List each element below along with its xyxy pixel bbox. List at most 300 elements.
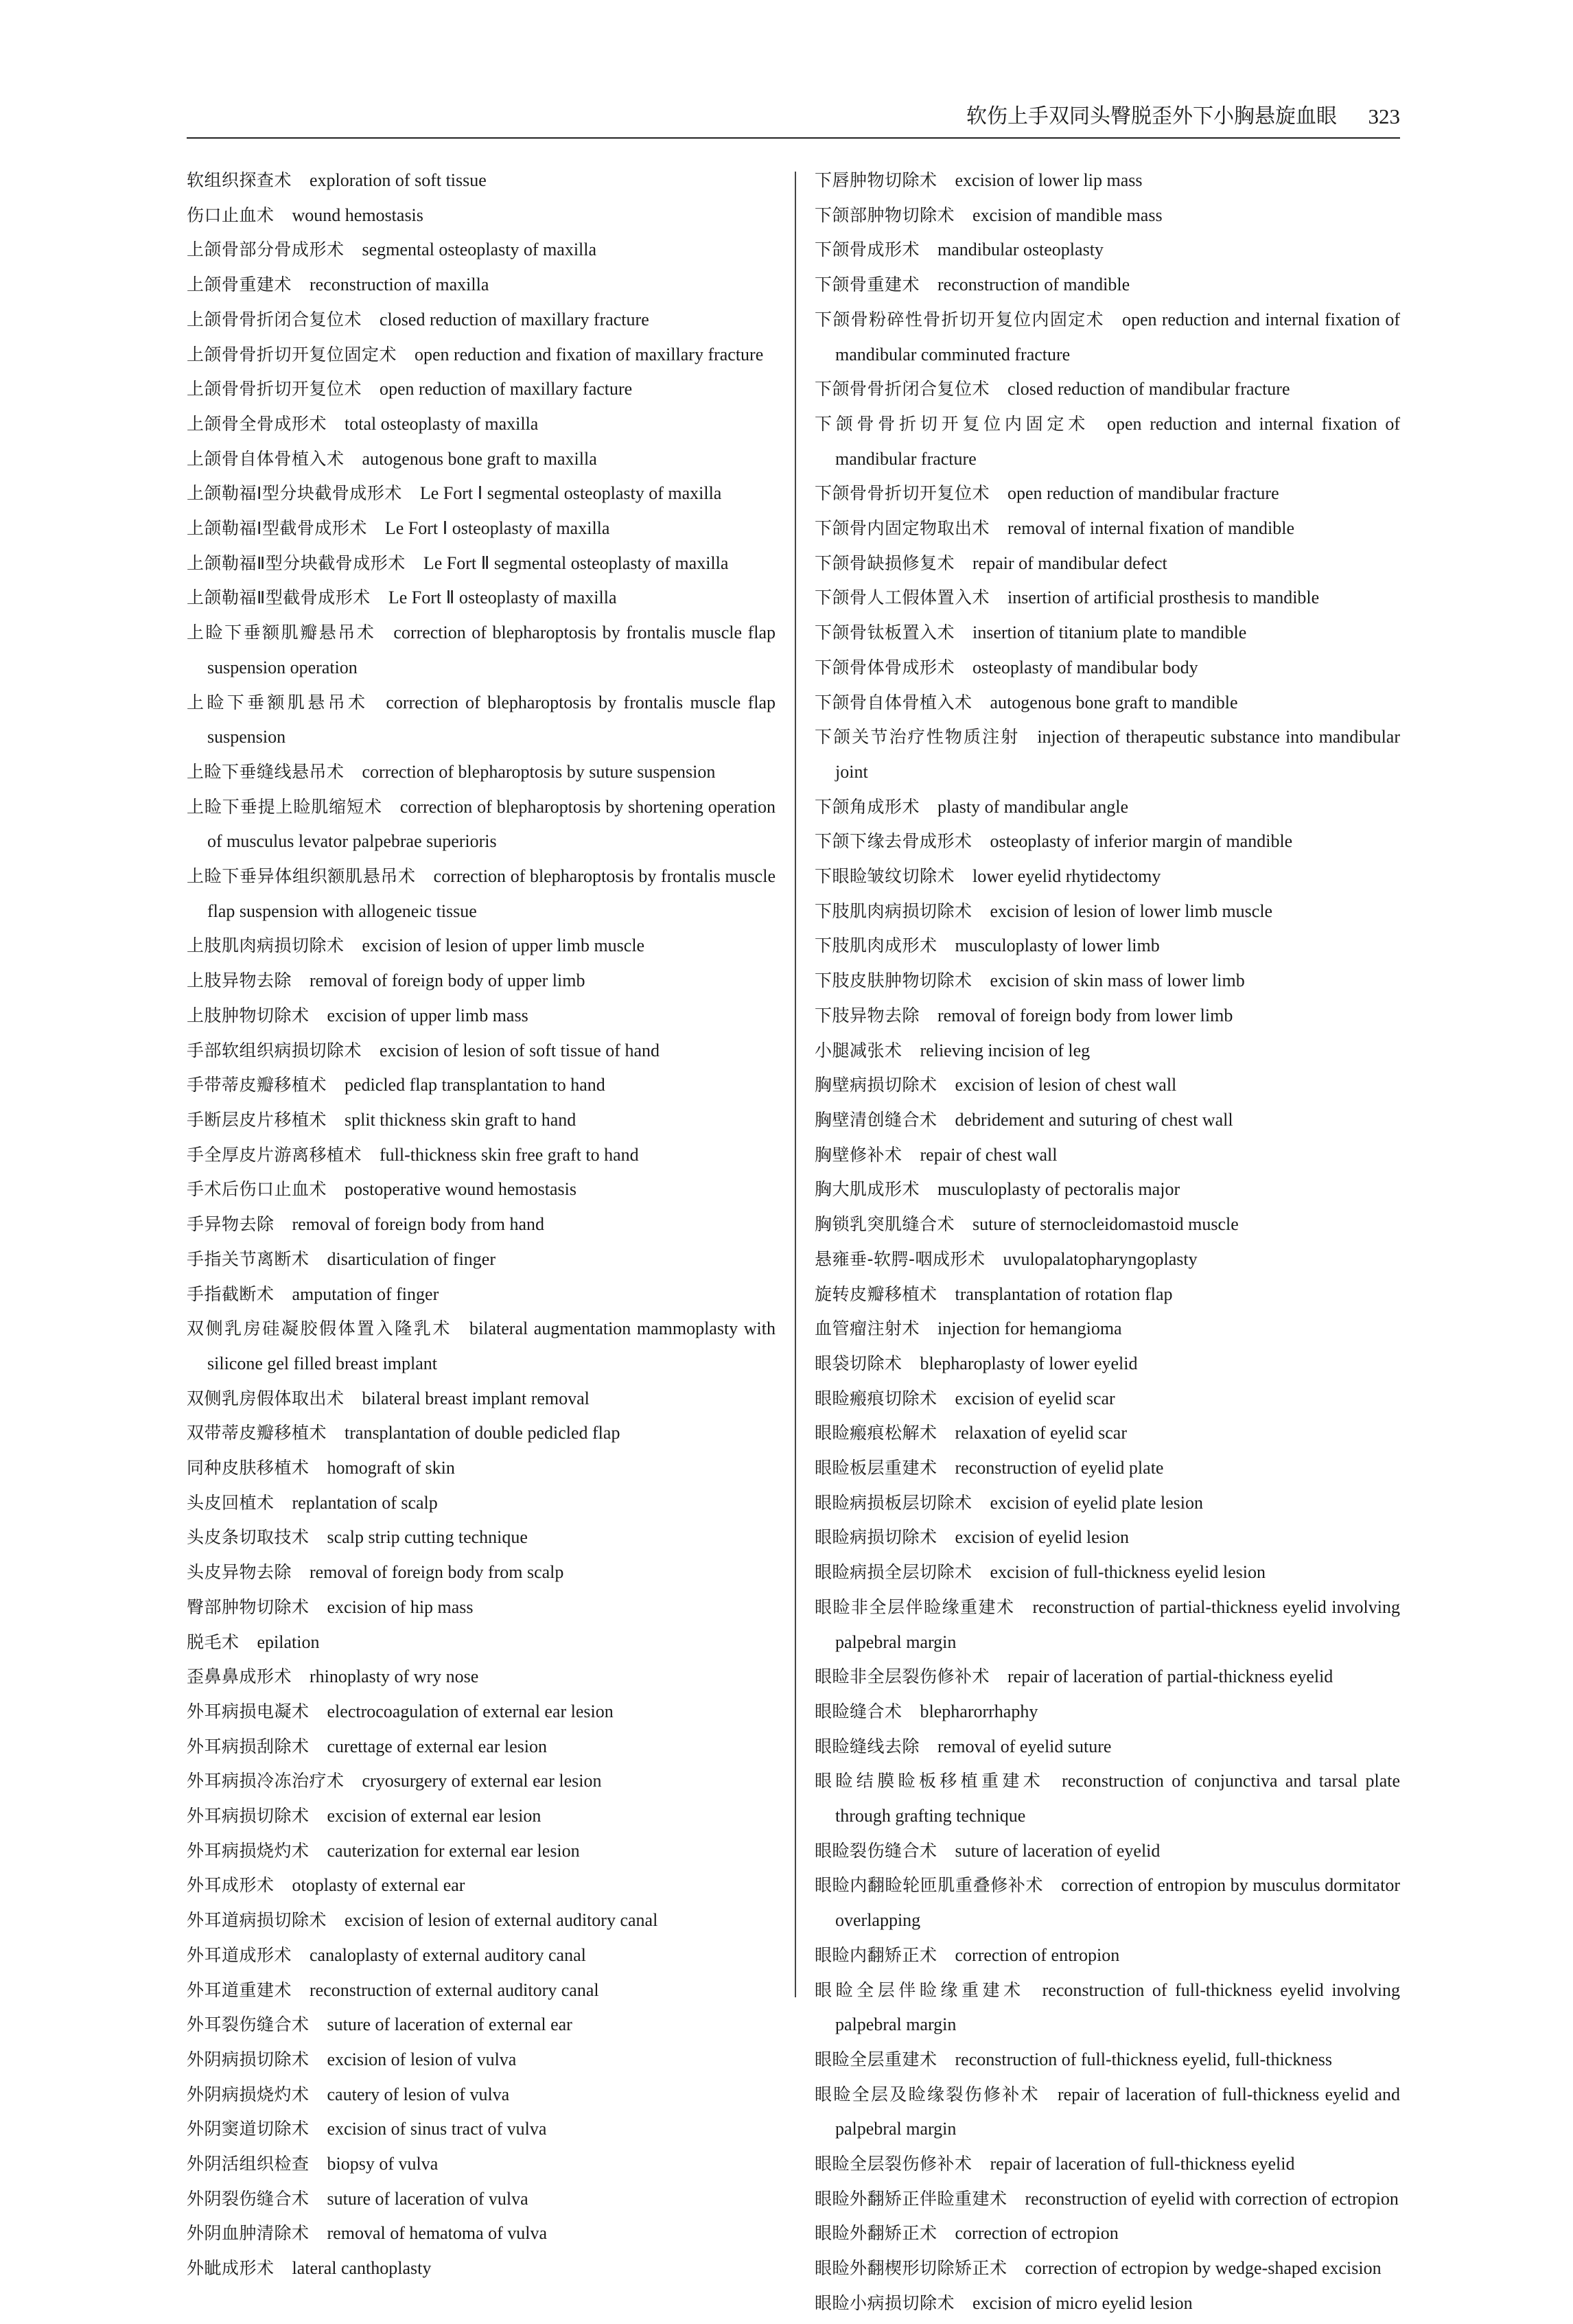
term-chinese: 外阴窦道切除术: [187, 2119, 310, 2139]
term-english: postoperative wound hemostasis: [345, 1179, 576, 1200]
term-chinese: 外耳裂伤缝合术: [187, 2014, 310, 2035]
glossary-entry: [187, 235, 776, 270]
term-chinese: 歪鼻鼻成形术: [187, 1666, 292, 1687]
term-chinese: 眼睑全层重建术: [815, 2049, 937, 2069]
term-english: reconstruction of external auditory canal: [310, 1979, 599, 2000]
term-chinese: 头皮条切取技术: [187, 1527, 310, 1548]
term-english: rhinoplasty of wry nose: [310, 1666, 479, 1687]
term-chinese: 眼睑非全层伴睑缘重建术: [815, 1596, 1015, 1617]
glossary-entry: [815, 966, 1400, 1001]
glossary-entry: [187, 2010, 776, 2045]
glossary-entry: [187, 1628, 776, 1663]
term-chinese: 下颌骨粉碎性骨折切开复位内固定术: [815, 309, 1104, 329]
glossary-entry: [187, 931, 776, 966]
term-chinese: 下肢肌肉病损切除术: [815, 900, 972, 921]
glossary-entry: [187, 1419, 776, 1454]
glossary-entry: [815, 793, 1400, 828]
glossary-entry: [187, 549, 776, 584]
term-english: excision of full-thickness eyelid lesion: [990, 1562, 1266, 1583]
glossary-entry: [815, 723, 1400, 792]
term-english: osteoplasty of mandibular body: [972, 657, 1198, 677]
term-english: removal of foreign body from lower limb: [937, 1005, 1233, 1025]
term-chinese: 下颌骨骨折切开复位内固定术: [815, 413, 1089, 434]
term-english: cryosurgery of external ear lesion: [362, 1771, 602, 1791]
glossary-entry: [187, 340, 776, 375]
term-english: excision of eyelid plate lesion: [990, 1492, 1203, 1513]
glossary-entry: [187, 1489, 776, 1524]
term-english: correction of blepharoptosis by frontalis muscle flap suspension: [207, 692, 776, 747]
term-chinese: 上颌骨重建术: [187, 275, 292, 295]
glossary-entry: [187, 1245, 776, 1280]
term-chinese: 眼睑板层重建术: [815, 1458, 937, 1478]
glossary-entry: [187, 1001, 776, 1036]
term-english: blepharoplasty of lower eyelid: [920, 1353, 1138, 1373]
term-english: lateral canthoplasty: [292, 2258, 432, 2279]
glossary-entry: [187, 966, 776, 1001]
term-chinese: 下颌骨钛板置入术: [815, 623, 955, 643]
term-english: suture of laceration of vulva: [327, 2188, 528, 2209]
term-english: closed reduction of mandibular fracture: [1007, 379, 1290, 399]
glossary-entry: [187, 1384, 776, 1419]
term-chinese: 眼睑结膜睑板移植重建术: [815, 1771, 1045, 1791]
glossary-entry: [187, 514, 776, 549]
term-english: reconstruction of maxilla: [310, 275, 489, 295]
term-english: disarticulation of finger: [327, 1248, 496, 1269]
glossary-entry: [187, 1697, 776, 1732]
term-english: replantation of scalp: [292, 1492, 438, 1513]
term-english: otoplasty of external ear: [292, 1875, 465, 1896]
glossary-entry: [187, 270, 776, 305]
glossary-entry: [187, 1106, 776, 1141]
term-english: homograft of skin: [327, 1458, 455, 1478]
term-english: amputation of finger: [292, 1283, 439, 1304]
term-chinese: 手术后伤口止血术: [187, 1179, 327, 1200]
term-chinese: 眼睑瘢痕切除术: [815, 1388, 937, 1408]
term-chinese: 上颌骨骨折切开复位固定术: [187, 344, 397, 364]
term-english: insertion of titanium plate to mandible: [972, 623, 1247, 643]
term-chinese: 上颌骨骨折切开复位术: [187, 379, 362, 399]
term-english: excision of hip mass: [327, 1596, 474, 1617]
term-chinese: 上颌骨部分骨成形术: [187, 240, 345, 260]
term-english: removal of eyelid suture: [937, 1736, 1112, 1756]
term-english: excision of lesion of chest wall: [955, 1075, 1177, 1095]
term-chinese: 外阴血肿清除术: [187, 2223, 310, 2244]
glossary-entry: [187, 1906, 776, 1941]
term-english: uvulopalatopharyngoplasty: [1003, 1248, 1198, 1269]
glossary-entry: [815, 375, 1400, 410]
glossary-entry: [187, 201, 776, 236]
term-english: excision of lower lip mass: [955, 170, 1143, 190]
term-english: excision of upper limb mass: [327, 1005, 528, 1025]
term-english: excision of lesion of upper limb muscle: [362, 936, 645, 956]
term-english: reconstruction of partial-thickness eyelid involving palpebral margin: [835, 1596, 1400, 1652]
term-english: excision of eyelid scar: [955, 1388, 1115, 1408]
term-chinese: 双侧乳房硅凝胶假体置入隆乳术: [187, 1318, 452, 1339]
term-chinese: 上睑下垂提上睑肌缩短术: [187, 796, 382, 817]
glossary-entry: [187, 305, 776, 340]
term-chinese: 外耳道重建术: [187, 1979, 292, 2000]
glossary-entry: [815, 1662, 1400, 1697]
glossary-entry: [815, 1489, 1400, 1524]
term-english: correction of entropion by musculus dormitator overlapping: [835, 1875, 1400, 1931]
term-chinese: 上颌骨自体骨植入术: [187, 448, 345, 469]
term-chinese: 双侧乳房假体取出术: [187, 1388, 345, 1408]
term-chinese: 眼睑外翻矫正伴睑重建术: [815, 2188, 1007, 2209]
glossary-entry: [187, 2045, 776, 2080]
term-english: injection of therapeutic substance into mandibular joint: [835, 727, 1400, 782]
glossary-entry: [187, 1593, 776, 1628]
term-chinese: 上肢肌肉病损切除术: [187, 936, 345, 956]
term-english: plasty of mandibular angle: [937, 796, 1128, 817]
glossary-entry: [187, 2080, 776, 2115]
term-english: injection for hemangioma: [937, 1318, 1122, 1339]
term-english: exploration of soft tissue: [310, 170, 487, 190]
glossary-entry: [187, 862, 776, 931]
glossary-entry: [187, 1976, 776, 2011]
term-chinese: 双带蒂皮瓣移植术: [187, 1423, 327, 1443]
glossary-entry: [815, 2045, 1400, 2080]
glossary-entry: [815, 653, 1400, 688]
term-english: repair of laceration of partial-thickness eyelid: [1007, 1666, 1333, 1687]
term-chinese: 下颌关节治疗性物质注射: [815, 727, 1020, 747]
glossary-entry: [815, 897, 1400, 932]
term-chinese: 下肢肌肉成形术: [815, 936, 937, 956]
glossary-entry: [815, 1141, 1400, 1176]
term-chinese: 外耳病损刮除术: [187, 1736, 310, 1756]
term-english: Le Fort Ⅱ osteoplasty of maxilla: [388, 588, 617, 608]
term-chinese: 胸锁乳突肌缝合术: [815, 1214, 955, 1235]
term-english: split thickness skin graft to hand: [345, 1109, 576, 1130]
term-english: bilateral augmentation mammoplasty with silicone gel filled breast implant: [207, 1318, 776, 1373]
term-chinese: 上颌勒福Ⅰ型分块截骨成形术: [187, 483, 402, 504]
glossary-entry: [187, 618, 776, 688]
term-english: excision of lesion of external auditory canal: [345, 1910, 658, 1931]
term-english: reconstruction of eyelid with correction of ectropion: [1025, 2188, 1399, 2209]
term-english: epilation: [257, 1631, 320, 1652]
glossary-entry: [187, 2150, 776, 2185]
glossary-entry: [187, 1662, 776, 1697]
right-column: [815, 166, 1400, 2324]
term-chinese: 上肢异物去除: [187, 971, 292, 991]
glossary-entry: [187, 1941, 776, 1976]
term-english: biopsy of vulva: [327, 2154, 439, 2174]
glossary-entry: [815, 1175, 1400, 1210]
term-chinese: 上颌勒福Ⅱ型分块截骨成形术: [187, 553, 406, 573]
term-english: excision of sinus tract of vulva: [327, 2119, 547, 2139]
term-english: correction of ectropion by wedge-shaped excision: [1025, 2258, 1382, 2279]
glossary-entry: [187, 1210, 776, 1245]
term-chinese: 外耳成形术: [187, 1875, 275, 1896]
glossary-entry: [815, 1523, 1400, 1558]
term-english: correction of entropion: [955, 1944, 1120, 1965]
term-chinese: 眼睑外翻矫正术: [815, 2223, 937, 2244]
glossary-entry: [815, 1454, 1400, 1489]
term-chinese: 眼睑全层裂伤修补术: [815, 2154, 972, 2174]
glossary-entry: [815, 2219, 1400, 2254]
term-chinese: 下颌骨成形术: [815, 240, 920, 260]
term-english: excision of micro eyelid lesion: [972, 2292, 1193, 2313]
term-english: correction of ectropion: [955, 2223, 1119, 2244]
term-chinese: 手断层皮片移植术: [187, 1109, 327, 1130]
term-chinese: 上颌骨骨折闭合复位术: [187, 309, 362, 329]
term-chinese: 胸大肌成形术: [815, 1179, 920, 1200]
term-chinese: 外眦成形术: [187, 2258, 275, 2279]
term-english: Le Fort Ⅰ osteoplasty of maxilla: [384, 518, 610, 539]
term-chinese: 手指关节离断术: [187, 1248, 310, 1269]
term-english: reconstruction of mandible: [937, 275, 1130, 295]
glossary-entry: [815, 2289, 1400, 2324]
glossary-entry: [815, 2254, 1400, 2289]
term-chinese: 眼袋切除术: [815, 1353, 902, 1373]
term-chinese: 上睑下垂额肌悬吊术: [187, 692, 369, 712]
glossary-entry: [815, 270, 1400, 305]
term-english: open reduction of maxillary facture: [380, 379, 633, 399]
glossary-entry: [187, 1732, 776, 1767]
glossary-entry: [187, 410, 776, 445]
term-english: excision of lesion of vulva: [327, 2049, 517, 2069]
glossary-entry: [815, 583, 1400, 618]
glossary-entry: [187, 793, 776, 862]
glossary-entry: [187, 1141, 776, 1176]
term-english: suture of laceration of external ear: [327, 2014, 572, 2035]
glossary-entry: [187, 1837, 776, 1872]
glossary-entry: [815, 479, 1400, 514]
term-english: repair of laceration of full-thickness eyelid: [990, 2154, 1295, 2174]
term-english: excision of lesion of lower limb muscle: [990, 900, 1273, 921]
term-english: osteoplasty of inferior margin of mandible: [990, 831, 1293, 852]
glossary-entry: [815, 1280, 1400, 1315]
glossary-entry: [187, 1558, 776, 1593]
term-chinese: 下唇肿物切除术: [815, 170, 937, 190]
term-chinese: 眼睑全层及睑缘裂伤修补术: [815, 2084, 1040, 2104]
term-chinese: 下肢皮肤肿物切除术: [815, 971, 972, 991]
glossary-entry: [815, 688, 1400, 723]
term-english: open reduction and internal fixation of mandibular fracture: [835, 413, 1400, 469]
term-english: excision of skin mass of lower limb: [990, 971, 1245, 991]
glossary-entry: [187, 1767, 776, 1802]
term-english: cauterization for external ear lesion: [327, 1840, 580, 1861]
glossary-entry: [187, 479, 776, 514]
term-english: musculoplasty of pectoralis major: [937, 1179, 1180, 1200]
term-english: bilateral breast implant removal: [362, 1388, 590, 1408]
glossary-entry: [187, 445, 776, 480]
glossary-entry: [815, 931, 1400, 966]
term-chinese: 上颌骨全骨成形术: [187, 413, 327, 434]
glossary-entry: [187, 1802, 776, 1837]
term-english: transplantation of double pedicled flap: [345, 1423, 620, 1443]
term-english: reconstruction of eyelid plate: [955, 1458, 1164, 1478]
term-chinese: 胸壁清创缝合术: [815, 1109, 937, 1130]
term-chinese: 眼睑缝线去除: [815, 1736, 920, 1756]
glossary-entry: [187, 166, 776, 201]
term-chinese: 下颌骨人工假体置入术: [815, 588, 990, 608]
term-chinese: 眼睑裂伤缝合术: [815, 1840, 937, 1861]
term-chinese: 下颌骨内固定物取出术: [815, 518, 990, 539]
term-english: blepharorrhaphy: [920, 1701, 1038, 1721]
glossary-entry: [187, 1071, 776, 1106]
term-chinese: 臀部肿物切除术: [187, 1596, 310, 1617]
glossary-entry: [815, 827, 1400, 862]
term-chinese: 手指截断术: [187, 1283, 275, 1304]
glossary-entry: [187, 583, 776, 618]
term-chinese: 手带蒂皮瓣移植术: [187, 1075, 327, 1095]
glossary-entry: [815, 1871, 1400, 1940]
term-chinese: 下颌下缘去骨成形术: [815, 831, 972, 852]
term-chinese: 胸壁修补术: [815, 1144, 902, 1165]
page-number: 323: [1368, 104, 1400, 128]
glossary-entry: [815, 1558, 1400, 1593]
term-chinese: 手部软组织病损切除术: [187, 1040, 362, 1060]
term-english: removal of foreign body of upper limb: [310, 971, 585, 991]
term-chinese: 外阴病损烧灼术: [187, 2084, 310, 2104]
term-english: open reduction of mandibular fracture: [1007, 483, 1279, 504]
term-chinese: 眼睑病损板层切除术: [815, 1492, 972, 1513]
term-english: repair of laceration of full-thickness eyelid and palpebral margin: [835, 2084, 1400, 2139]
glossary-entry: [815, 305, 1400, 375]
glossary-entry: [815, 1071, 1400, 1106]
term-english: correction of blepharoptosis by suture suspension: [362, 761, 716, 782]
glossary-entry: [815, 201, 1400, 236]
term-chinese: 脱毛术: [187, 1631, 240, 1652]
glossary-entry: [815, 1941, 1400, 1976]
term-chinese: 外阴裂伤缝合术: [187, 2188, 310, 2209]
term-english: debridement and suturing of chest wall: [955, 1109, 1233, 1130]
running-header: [187, 103, 1400, 139]
term-chinese: 下颌骨自体骨植入术: [815, 692, 972, 712]
term-english: suture of laceration of eyelid: [955, 1840, 1161, 1861]
term-english: correction of blepharoptosis by frontalis muscle flap suspension operation: [207, 623, 776, 677]
glossary-entry: [815, 410, 1400, 479]
term-chinese: 旋转皮瓣移植术: [815, 1283, 937, 1304]
term-chinese: 下颌骨重建术: [815, 275, 920, 295]
term-english: reconstruction of full-thickness eyelid, full-thickness: [955, 2049, 1332, 2069]
glossary-entry: [815, 2150, 1400, 2185]
term-chinese: 外耳病损电凝术: [187, 1701, 310, 1721]
glossary-entry: [187, 1523, 776, 1558]
glossary-entry: [815, 549, 1400, 584]
term-english: wound hemostasis: [292, 205, 423, 225]
term-chinese: 眼睑瘢痕松解术: [815, 1423, 937, 1443]
term-english: excision of lesion of soft tissue of hand: [380, 1040, 660, 1060]
term-english: removal of hematoma of vulva: [327, 2223, 548, 2244]
term-english: segmental osteoplasty of maxilla: [362, 240, 597, 260]
term-english: transplantation of rotation flap: [955, 1283, 1173, 1304]
glossary-entry: [187, 1314, 776, 1384]
glossary-entry: [815, 1001, 1400, 1036]
term-chinese: 外耳道成形术: [187, 1944, 292, 1965]
left-column: [187, 166, 776, 2289]
glossary-entry: [187, 1036, 776, 1071]
term-chinese: 软组织探查术: [187, 170, 292, 190]
term-english: canaloplasty of external auditory canal: [310, 1944, 586, 1965]
term-chinese: 上睑下垂异体组织额肌悬吊术: [187, 866, 416, 887]
term-chinese: 上颌勒福Ⅱ型截骨成形术: [187, 588, 371, 608]
term-english: open reduction and internal fixation of mandibular comminuted fracture: [835, 309, 1400, 364]
glossary-entry: [815, 235, 1400, 270]
term-english: pedicled flap transplantation to hand: [345, 1075, 605, 1095]
term-english: Le Fort Ⅱ segmental osteoplasty of maxilla: [423, 553, 729, 573]
glossary-entry: [815, 1036, 1400, 1071]
term-chinese: 上睑下垂额肌瓣悬吊术: [187, 623, 376, 643]
glossary-entry: [187, 2254, 776, 2289]
term-english: relieving incision of leg: [920, 1040, 1091, 1060]
term-english: total osteoplasty of maxilla: [345, 413, 539, 434]
term-chinese: 下颌骨体骨成形术: [815, 657, 955, 677]
term-chinese: 外耳病损切除术: [187, 1806, 310, 1826]
term-chinese: 下颌骨骨折切开复位术: [815, 483, 990, 504]
term-chinese: 下颌骨缺损修复术: [815, 553, 955, 573]
term-chinese: 上肢肿物切除术: [187, 1005, 310, 1025]
glossary-entry: [187, 375, 776, 410]
term-english: excision of eyelid lesion: [955, 1527, 1129, 1548]
glossary-entry: [187, 1871, 776, 1906]
term-english: excision of external ear lesion: [327, 1806, 541, 1826]
term-english: repair of mandibular defect: [972, 553, 1167, 573]
term-english: removal of foreign body from hand: [292, 1214, 545, 1235]
term-chinese: 伤口止血术: [187, 205, 275, 225]
glossary-entry: [815, 1419, 1400, 1454]
term-chinese: 胸壁病损切除术: [815, 1075, 937, 1095]
glossary-entry: [815, 1593, 1400, 1662]
term-chinese: 上颌勒福Ⅰ型截骨成形术: [187, 518, 367, 539]
glossary-entry: [815, 1245, 1400, 1280]
term-chinese: 悬雍垂-软腭-咽成形术: [815, 1248, 986, 1269]
glossary-entry: [815, 1697, 1400, 1732]
term-chinese: 手异物去除: [187, 1214, 275, 1235]
term-chinese: 眼睑内翻矫正术: [815, 1944, 937, 1965]
glossary-entry: [815, 1837, 1400, 1872]
glossary-entry: [815, 1314, 1400, 1349]
term-english: mandibular osteoplasty: [937, 240, 1104, 260]
term-english: relaxation of eyelid scar: [955, 1423, 1128, 1443]
term-chinese: 外阴病损切除术: [187, 2049, 310, 2069]
term-chinese: 头皮回植术: [187, 1492, 275, 1513]
term-english: insertion of artificial prosthesis to mandible: [1007, 588, 1320, 608]
glossary-entry: [815, 1106, 1400, 1141]
term-english: lower eyelid rhytidectomy: [972, 866, 1161, 887]
glossary-entry: [187, 2185, 776, 2220]
term-chinese: 下颌部肿物切除术: [815, 205, 955, 225]
term-chinese: 眼睑内翻睑轮匝肌重叠修补术: [815, 1875, 1044, 1896]
term-chinese: 手全厚皮片游离移植术: [187, 1144, 362, 1165]
glossary-entry: [815, 2080, 1400, 2150]
glossary-entry: [187, 2115, 776, 2150]
term-english: correction of blepharoptosis by shortening operation of musculus levator palpebrae superioris: [207, 796, 776, 852]
header-title: 软伤上手双同头臀脱歪外下小胸悬旋血眼: [966, 104, 1337, 128]
glossary-entry: [187, 1454, 776, 1489]
term-chinese: 下颌角成形术: [815, 796, 920, 817]
term-chinese: 血管瘤注射术: [815, 1318, 920, 1339]
term-english: removal of foreign body from scalp: [310, 1562, 564, 1583]
term-chinese: 外耳病损烧灼术: [187, 1840, 310, 1861]
term-english: open reduction and fixation of maxillary fracture: [415, 344, 764, 364]
term-chinese: 眼睑病损全层切除术: [815, 1562, 972, 1583]
term-chinese: 眼睑病损切除术: [815, 1527, 937, 1548]
glossary-entry: [187, 1280, 776, 1315]
glossary-entry: [187, 758, 776, 793]
term-english: autogenous bone graft to mandible: [990, 692, 1238, 712]
glossary-entry: [815, 1732, 1400, 1767]
glossary-entry: [815, 1210, 1400, 1245]
term-english: repair of chest wall: [920, 1144, 1058, 1165]
glossary-entry: [187, 1175, 776, 1210]
term-chinese: 眼睑缝合术: [815, 1701, 902, 1721]
term-english: electrocoagulation of external ear lesion: [327, 1701, 614, 1721]
term-english: curettage of external ear lesion: [327, 1736, 548, 1756]
term-chinese: 外阴活组织检查: [187, 2154, 310, 2174]
term-chinese: 外耳病损冷冻治疗术: [187, 1771, 345, 1791]
term-chinese: 眼睑外翻楔形切除矫正术: [815, 2258, 1007, 2279]
